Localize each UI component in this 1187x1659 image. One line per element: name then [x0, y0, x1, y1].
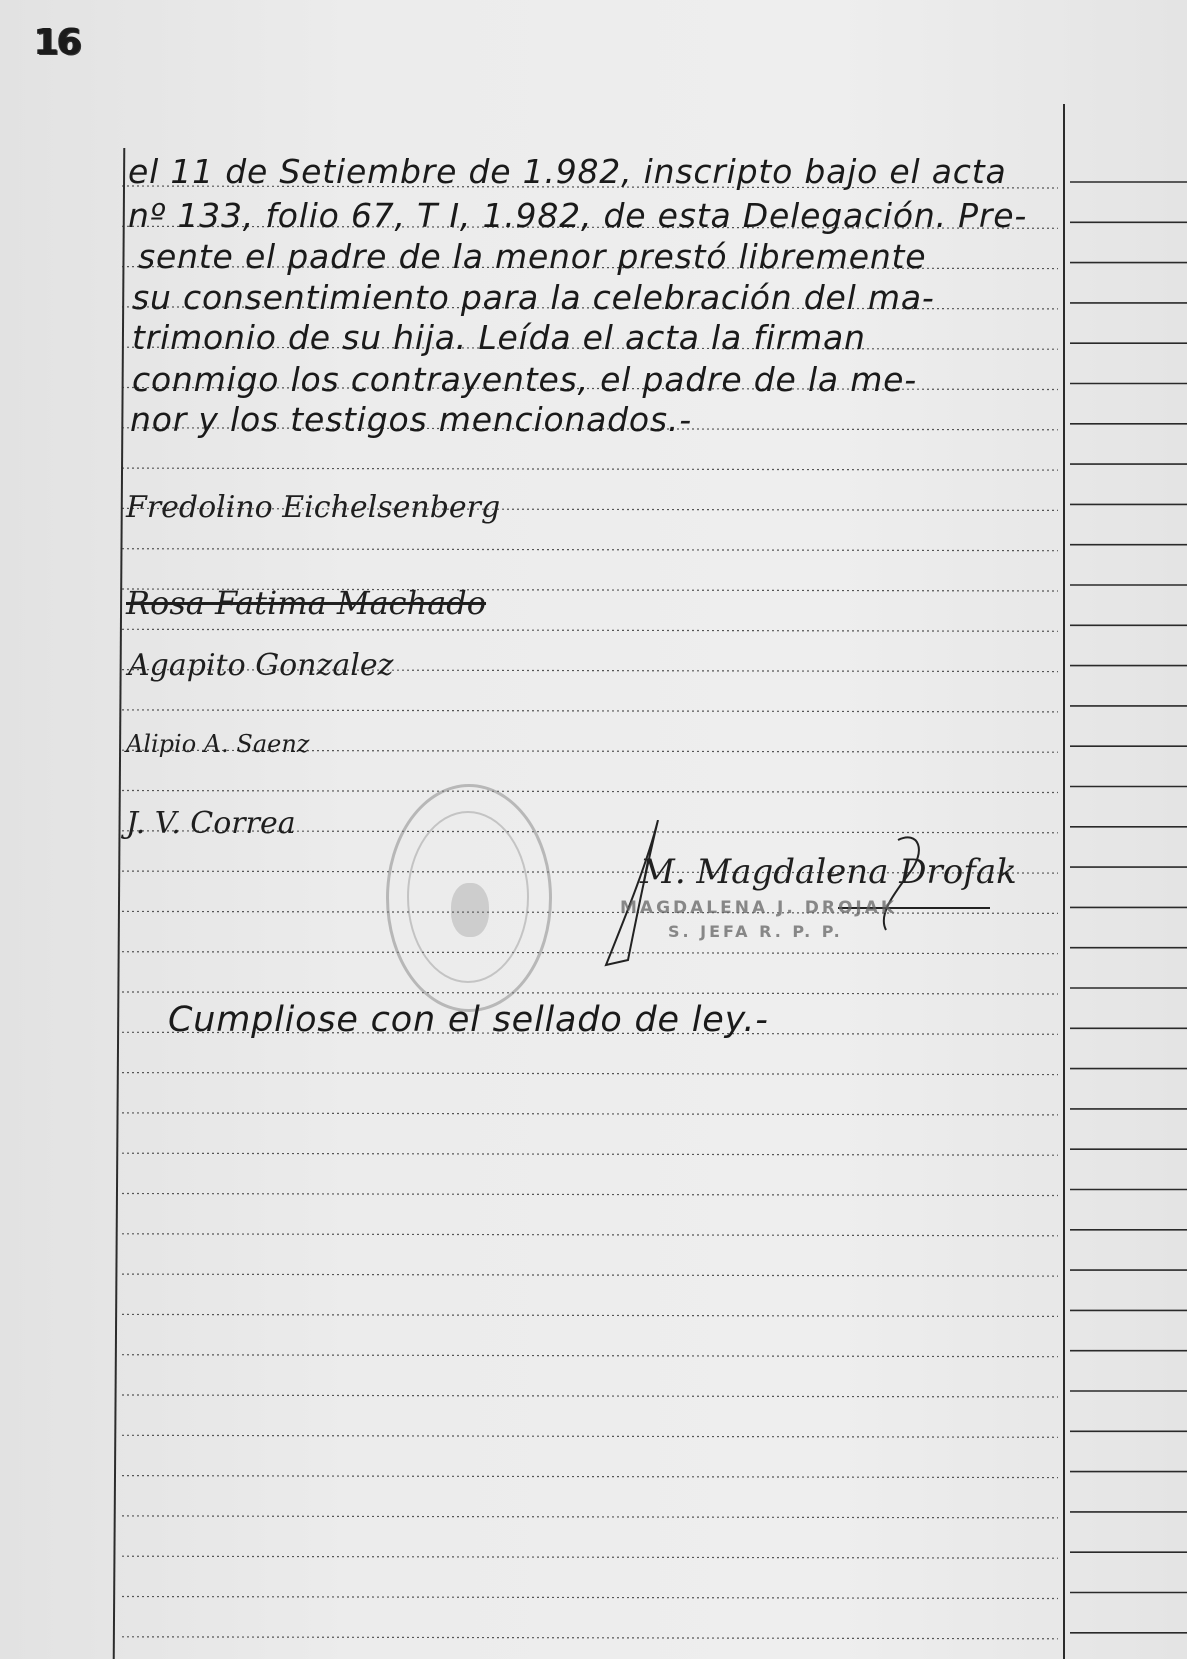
body-line-4: su consentimiento para la celebración del ma-: [132, 278, 935, 317]
ruled-line: [122, 791, 1058, 793]
seal-emblem: [451, 883, 489, 937]
signature-agapito: Agapito Gonzalez: [128, 648, 394, 683]
ruled-line: [122, 1597, 1058, 1599]
ruled-line: [122, 1073, 1058, 1075]
signature-rosa: Rosa Fatima Machado: [126, 584, 487, 622]
official-seal: [386, 784, 552, 1012]
ruled-line: [122, 1395, 1058, 1397]
ruled-line: [122, 1516, 1058, 1518]
ruled-line: [122, 1194, 1058, 1196]
stamp-name: MAGDALENA J. DROJAK: [620, 898, 898, 918]
ruled-line: [122, 1113, 1058, 1115]
body-line-1: el 11 de Setiembre de 1.982, inscripto bajo el acta: [128, 152, 1007, 191]
official-signature: M. Magdalena Drofak: [640, 852, 1017, 892]
ruled-line: [122, 468, 1058, 470]
right-margin-line: [1063, 104, 1065, 1659]
signature-correa: J. V. Correa: [126, 806, 296, 841]
body-line-3: sente el padre de la menor prestó libremente: [138, 237, 927, 276]
body-line-2: nº 133, folio 67, T I, 1.982, de esta Delegación. Pre-: [128, 196, 1028, 235]
ruled-line: [122, 710, 1058, 712]
official-signature-flourish: [598, 820, 998, 970]
signature-alipio: Alipio A. Saenz: [126, 730, 310, 758]
ruled-line: [122, 1556, 1058, 1558]
ruled-line: [122, 992, 1058, 994]
ruled-line: [122, 1153, 1058, 1155]
body-line-5: trimonio de su hija. Leída el acta la firman: [132, 318, 866, 357]
stamp-title: S. JEFA R. P. P.: [668, 922, 843, 941]
closing-line: Cumpliose con el sellado de ley.-: [168, 1000, 769, 1040]
ruled-line: [122, 1435, 1058, 1437]
ruled-line: [122, 1476, 1058, 1478]
ruled-line: [122, 549, 1058, 551]
ruled-line: [122, 629, 1058, 631]
page-number: 16: [34, 22, 81, 63]
body-line-6: conmigo los contrayentes, el padre de la me-: [132, 360, 917, 399]
ruled-line: [122, 1314, 1058, 1316]
signature-fredolino: Fredolino Eichelsenberg: [126, 490, 501, 525]
ruled-line: [122, 1274, 1058, 1276]
body-line-7: nor y los testigos mencionados.-: [130, 400, 692, 439]
ruled-line: [122, 1637, 1058, 1639]
ruled-line: [122, 1355, 1058, 1357]
seal-inner-ring: [407, 811, 529, 983]
ruled-line: [122, 1234, 1058, 1236]
